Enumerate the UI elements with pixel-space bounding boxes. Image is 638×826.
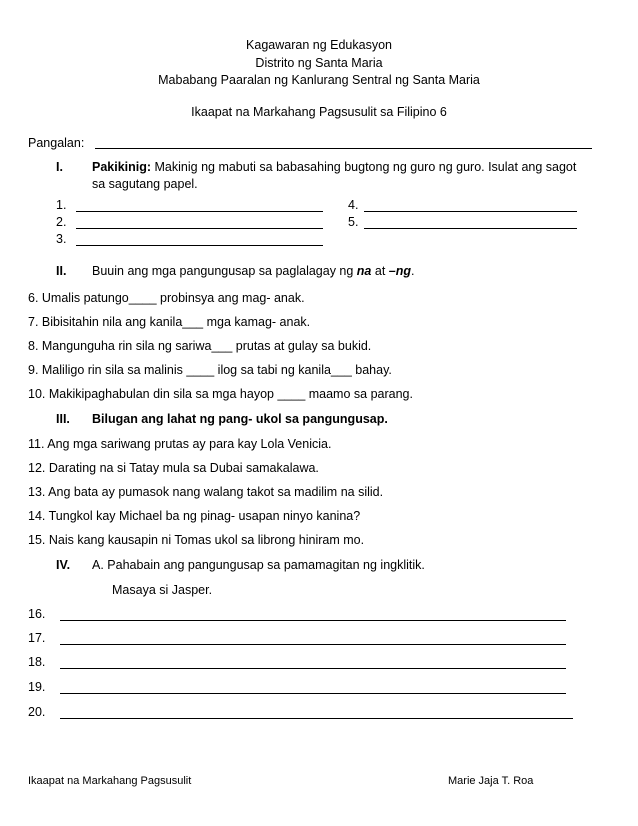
section2-numeral: II. [56,264,67,278]
answer-line-16[interactable] [60,620,566,621]
section1-instruction-cont: sa sagutang papel. [92,177,198,191]
item-12: 12. Darating na si Tatay mula sa Dubai samakalawa. [28,461,319,475]
answer-line-5[interactable] [364,228,577,229]
section1-label: Pakikinig: [92,160,152,174]
item-7: 7. Bibisitahin nila ang kanila___ mga kamag- anak. [28,315,311,329]
header-district: Distrito ng Santa Maria [255,56,383,70]
name-label: Pangalan: [28,136,85,150]
answer-line-19[interactable] [60,693,566,694]
answer-line-20[interactable] [60,718,573,719]
answer-number: 20. [28,705,46,719]
section3-numeral: III. [56,412,70,426]
footer-left: Ikaapat na Markahang Pagsusulit [28,775,192,787]
item-11: 11. Ang mga sariwang prutas ay para kay Lola Venicia. [28,437,332,451]
answer-number: 5. [348,215,359,229]
answer-number: 4. [348,198,359,212]
section2-na: na [356,264,372,278]
section2-ng: –ng [388,264,411,278]
item-15: 15. Nais kang kausapin ni Tomas ukol sa librong hiniram mo. [28,533,365,547]
section2-instruction [92,264,414,278]
answer-line-18[interactable] [60,668,566,669]
answer-number: 3. [56,232,67,246]
answer-number: 17. [28,631,46,645]
name-answer-line[interactable] [95,148,592,149]
section4-numeral: IV. [56,558,71,572]
answer-line-4[interactable] [364,211,577,212]
answer-number: 2. [56,215,67,229]
answer-line-17[interactable] [60,644,566,645]
answer-number: 19. [28,680,46,694]
item-13: 13. Ang bata ay pumasok nang walang takot sa madilim na silid. [28,485,384,499]
section2-instruction-text: Buuin ang mga pangungusap sa paglalagay ng [92,264,357,278]
section1-instruction [92,160,576,174]
section2-period: . [411,264,415,278]
item-10: 10. Makikipaghabulan din sila sa mga hayop ____ maamo sa parang. [28,387,413,401]
item-6: 6. Umalis patungo____ probinsya ang mag- anak. [28,291,305,305]
item-14: 14. Tungkol kay Michael ba ng pinag- usapan ninyo kanina? [28,509,361,523]
item-8: 8. Mangunguha rin sila ng sariwa___ prutas at gulay sa bukid. [28,339,372,353]
section4-instruction: A. Pahabain ang pangungusap sa pamamagitan ng ingklitik. [92,558,425,572]
answer-line-3[interactable] [76,245,323,246]
section3-instruction: Bilugan ang lahat ng pang- ukol sa pangungusap. [92,412,388,426]
answer-number: 16. [28,607,46,621]
header-agency: Kagawaran ng Edukasyon [246,38,392,52]
answer-line-1[interactable] [76,211,323,212]
footer-right: Marie Jaja T. Roa [448,775,534,787]
item-9: 9. Maliligo rin sila sa malinis ____ ilog sa tabi ng kanila___ bahay. [28,363,392,377]
section1-instruction-text: Makinig ng mabuti sa babasahing bugtong ng guro ng guro. Isulat ang sagot [151,160,577,174]
exam-title: Ikaapat na Markahang Pagsusulit sa Filipino 6 [191,105,447,119]
header-school: Mababang Paaralan ng Kanlurang Sentral ng Santa Maria [158,73,480,87]
section4-example: Masaya si Jasper. [112,583,213,597]
section2-at: at [371,264,389,278]
answer-line-2[interactable] [76,228,323,229]
answer-number: 18. [28,655,46,669]
answer-number: 1. [56,198,67,212]
section1-numeral: I. [56,160,63,174]
